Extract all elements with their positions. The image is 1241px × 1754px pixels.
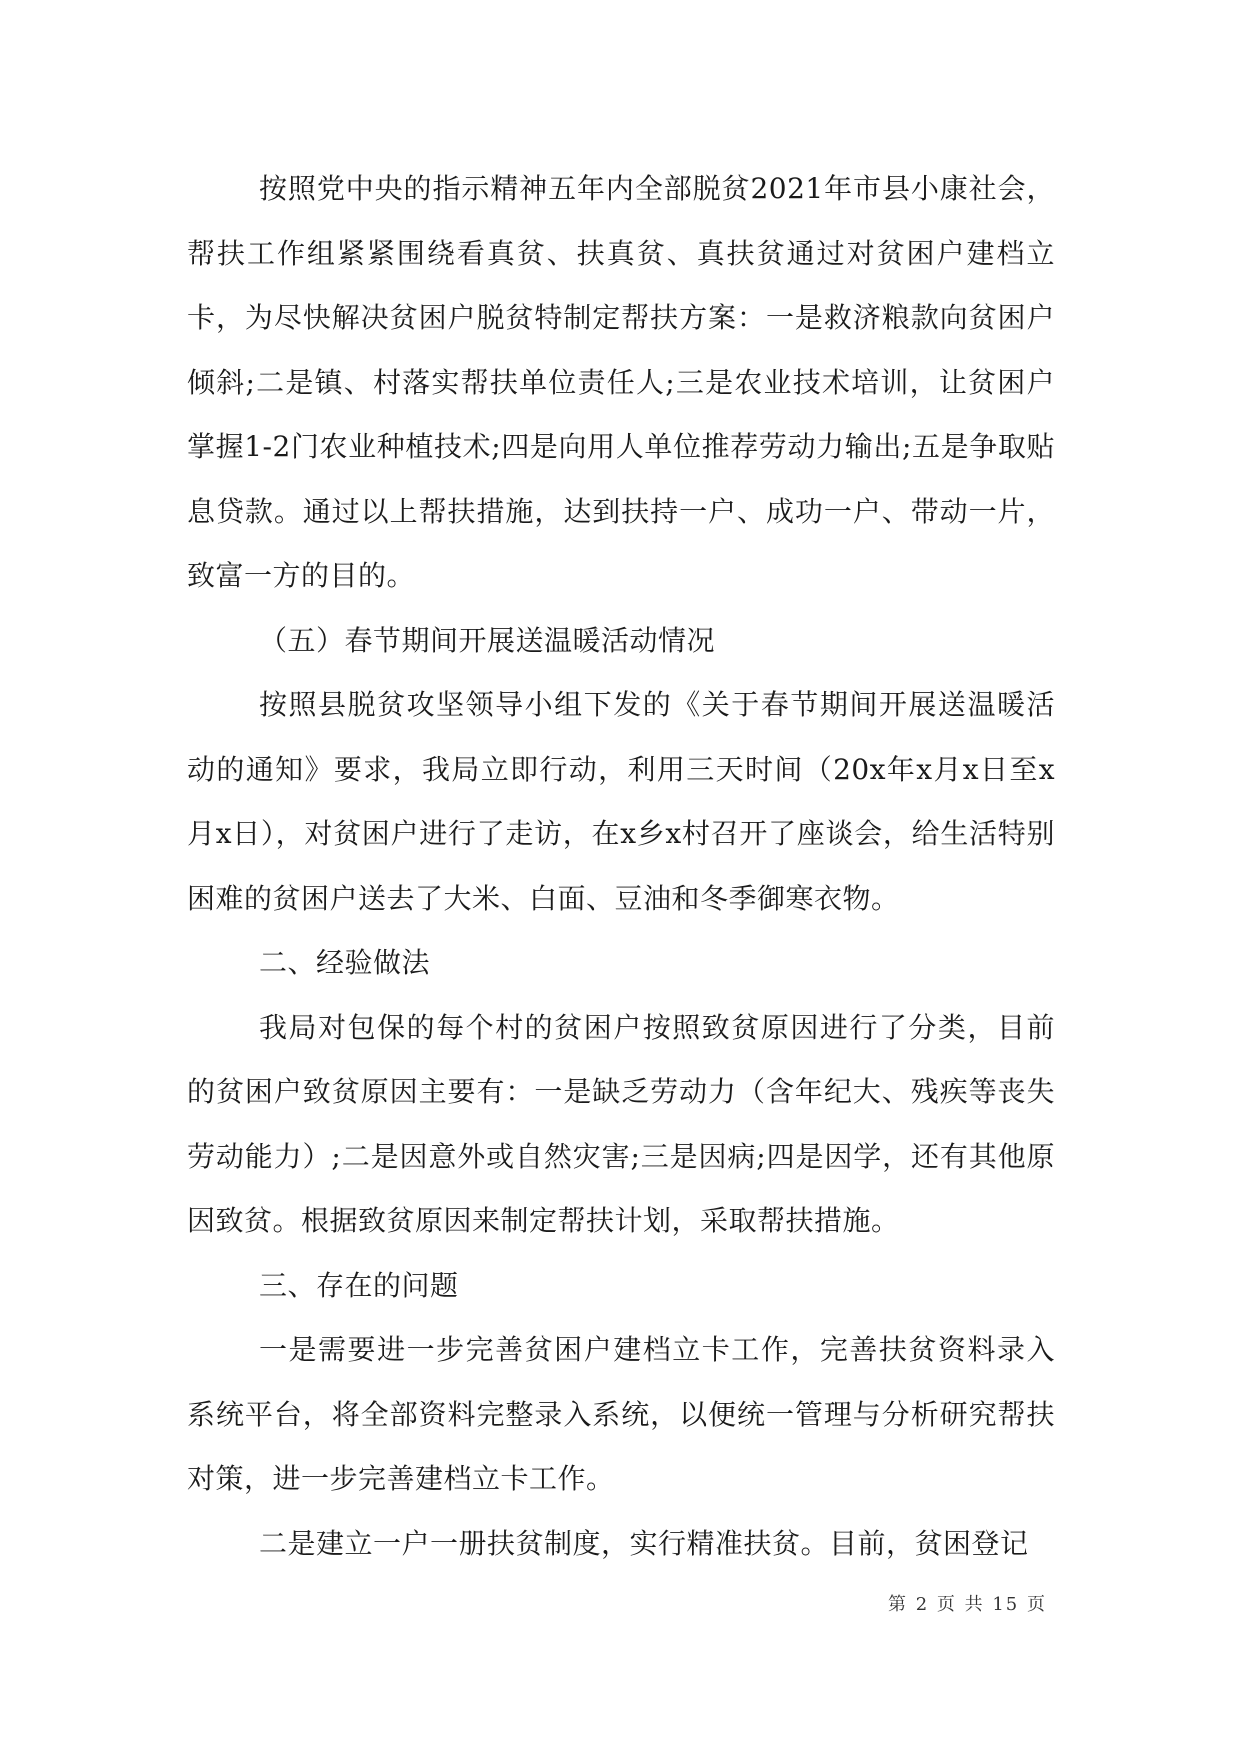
heading-spring-festival: （五）春节期间开展送温暖活动情况 bbox=[259, 623, 716, 657]
heading-experience: 二、经验做法 bbox=[259, 946, 431, 979]
page-number-footer bbox=[888, 1590, 1047, 1616]
paragraph-problem-two: 二是建立一户一册扶贫制度，实行精准扶贫。目前，贫困登记 bbox=[259, 1526, 1029, 1560]
paragraph-experience: 我局对包保的每个村的贫困户按照致贫原因进行了分类，目前的贫困户致贫原因主要有：一是缺乏劳动力（含年纪大、残疾等丧失劳动能力）;二是因意外或自然灾害;三是因病;四是因学，还有其他原因致贫。根据致贫原因来制定帮扶计划，采取帮扶措施。 bbox=[187, 1010, 1055, 1237]
heading-problems: 三、存在的问题 bbox=[259, 1268, 459, 1302]
paragraph-problem-one: 一是需要进一步完善贫困户建档立卡工作，完善扶贫资料录入系统平台，将全部资料完整录入系统，以便统一管理与分析研究帮扶对策，进一步完善建档立卡工作。 bbox=[187, 1333, 1055, 1495]
footer-middle: 页 共 bbox=[936, 1594, 985, 1615]
footer-prefix: 第 bbox=[887, 1594, 908, 1615]
document-body bbox=[187, 157, 1055, 1576]
paragraph-poverty-plan: 按照党中央的指示精神五年内全部脱贫2021年市县小康社会，帮扶工作组紧紧围绕看真贫、扶真贫、真扶贫通过对贫困户建档立卡，为尽快解决贫困户脱贫特制定帮扶方案：一是救济粮款向贫困户倾斜;二是镇、村落实帮扶单位责任人;三是农业技术培训，让贫困户掌握1-2门农业种植技术;四是向用人单位推荐劳动力输出;五是争取贴息贷款。通过以上帮扶措施，达到扶持一户、成功一户、带动一片，致富一方的目的。 bbox=[187, 172, 1055, 592]
footer-suffix: 页 bbox=[1027, 1594, 1047, 1615]
paragraph-spring-festival: 按照县脱贫攻坚领导小组下发的《关于春节期间开展送温暖活动的通知》要求，我局立即行动，利用三天时间（20x年x月x日至x月x日），对贫困户进行了走访，在x乡x村召开了座谈会，给生活特别困难的贫困户送去了大米、白面、豆油和冬季御寒衣物。 bbox=[187, 688, 1055, 915]
footer-current-page: 2 bbox=[915, 1594, 930, 1615]
footer-total-pages: 15 bbox=[992, 1594, 1020, 1615]
